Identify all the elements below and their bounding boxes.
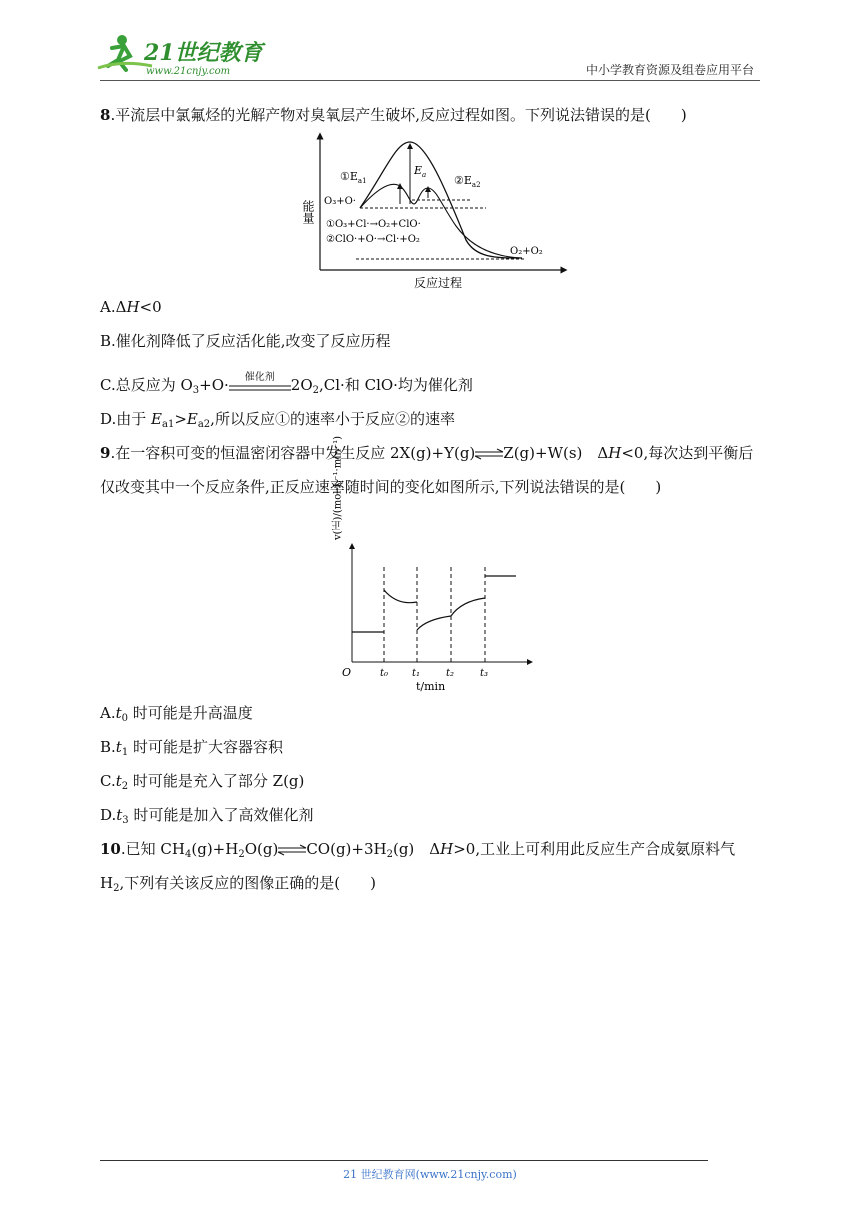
site-logo — [92, 30, 262, 80]
x-axis-label: t/min — [416, 680, 446, 693]
platform-name: 中小学教育资源及组卷应用平台 — [585, 63, 754, 77]
rate-curve — [352, 576, 516, 632]
question-10-stem: 10.已知 $CH_4(g)+H_2O(g)$ $CO(g)+3H_2(g)$ ΔH>0,工业上可利用此反应生产合成氨原料气 $H_2$,下列有关该反应的图像正确的是( ) — [100, 840, 736, 894]
catalyst-arrow: 催化剂 — [244, 372, 275, 383]
tick-t2: t₂ — [446, 668, 455, 679]
ea1-label: $①E_{a1}$ — [340, 170, 367, 185]
q8-option-c: C.总反应为 $O_3+O\cdot$ 催化剂 $2O_2,Cl\cdot$和 ClO·均为催化剂 — [100, 372, 473, 396]
logo-url: www.21cnjy.com — [146, 66, 231, 77]
y-axis-label: 能量 — [301, 200, 315, 224]
question-number: 8 — [100, 106, 111, 124]
reactants-label: O₃+O· — [324, 196, 356, 207]
tick-t0: t₀ — [380, 668, 389, 679]
q8-option-b: B.催化剂降低了反应活化能,改变了反应历程 — [100, 332, 391, 350]
q9-option-d: $D.t_3$ 时可能是加入了高效催化剂 — [100, 806, 314, 826]
tick-t3: t₃ — [480, 668, 489, 679]
ea2-label: $②E_{a2}$ — [454, 174, 481, 189]
x-axis-label: 反应过程 — [414, 276, 463, 290]
energy-diagram — [296, 130, 576, 290]
header-divider — [100, 80, 760, 81]
logo-text: 21世纪教育 — [144, 40, 263, 66]
y-axis-label: v(正)/(mol·L⁻¹·min⁻¹) — [332, 435, 344, 540]
footer-divider — [100, 1160, 708, 1161]
q9-option-b: $B.t_1$ 时可能是扩大容器容积 — [100, 738, 283, 758]
q8-option-d: D.由于 $E_{a1}>E_{a2}$,所以反应①的速率小于反应②的速率 — [100, 410, 455, 430]
q8-option-a: A.ΔH<0 — [100, 298, 162, 316]
reversible-arrow-icon — [475, 449, 503, 459]
products-label: O₂+O₂ — [510, 246, 543, 257]
footer-link[interactable]: 21 世纪教育网(www.21cnjy.com) — [343, 1168, 517, 1181]
question-8-stem: 8.平流层中氯氟烃的光解产物对臭氧层产生破坏,反应过程如图。下列说法错误的是( ) — [100, 106, 687, 124]
rate-time-graph — [324, 435, 534, 693]
tick-t1: t₁ — [412, 668, 421, 679]
ea-label: $E_a$ — [414, 164, 427, 179]
step2-label: ②ClO·+O·→Cl·+O₂ — [326, 234, 420, 245]
reversible-arrow-icon — [278, 845, 306, 855]
origin-label: O — [342, 666, 352, 679]
q9-option-a: $A.t_0$ 时可能是升高温度 — [100, 704, 253, 724]
q9-option-c: $C.t_2$ 时可能是充入了部分 Z(g) — [100, 772, 305, 792]
step1-label: ①O₃+Cl·→O₂+ClO· — [326, 219, 421, 230]
question-9-stem: 9.在一容积可变的恒温密闭容器中发生反应 2X(g)+Y(g) Z(g)+W(s) ΔH<0,每次达到平衡后仅改变其中一个反应条件,正反应速率随时间的变化如图所示,下列说法错误的是( ) — [100, 444, 754, 496]
time-markers — [384, 564, 485, 662]
